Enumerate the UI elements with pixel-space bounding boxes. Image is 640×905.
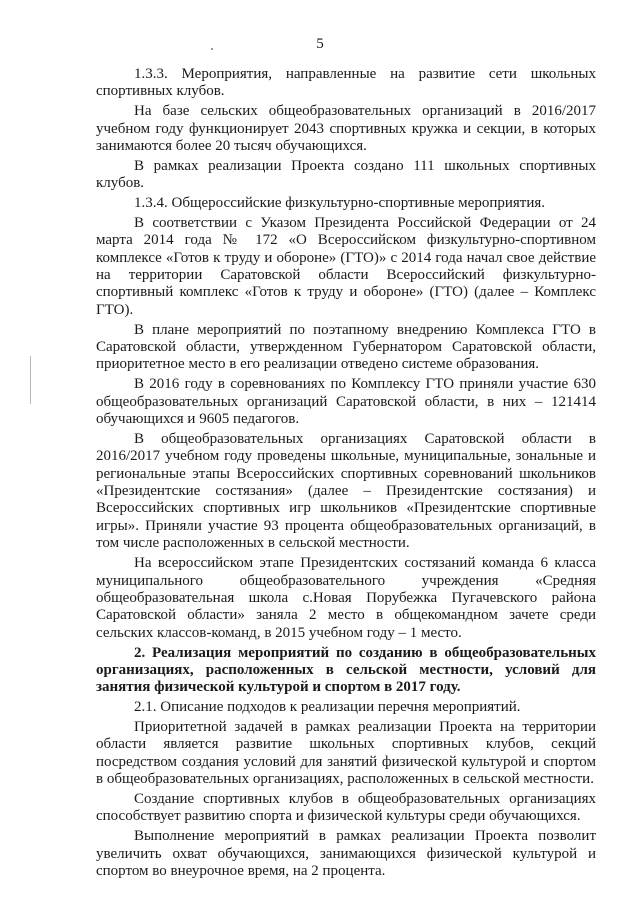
scan-margin-mark	[30, 356, 31, 404]
paragraph: На всероссийском этапе Президентских состязаний команда 6 класса муниципального общеобразовательного учреждения «Средняя общеобразовательная школа с.Новая Порубежка Пугачевского района Саратовской области» заняла 2 место в общекомандном зачете среди сельских классов-команд, в 2015 учебном году – 1 место.	[96, 555, 596, 641]
paragraph: В общеобразовательных организациях Саратовской области в 2016/2017 учебном году проведены школьные, муниципальные, зональные и региональные этапы Всероссийских спортивных соревнований школьников «Президентские состязания» (далее – Президентские состязания) и Всероссийских спортивных игр школьников «Президентские спортивные игры». Приняли участие 93 процента общеобразовательных организаций, в том числе расположенных в сельской местности.	[96, 430, 596, 552]
paragraph: Приоритетной задачей в рамках реализации Проекта на территории области является развитие школьных спортивных клубов, секций посредством создания условий для занятий физической культурой и спортом в общеобразовательных организациях, расположенных в сельской местности.	[96, 718, 596, 788]
page-number: 5	[316, 36, 324, 52]
section-heading-2: 2. Реализация мероприятий по созданию в общеобразовательных организациях, расположенных в сельской местности, условий для занятия физической культурой и спортом в 2017 году.	[96, 644, 596, 696]
section-heading-1-3-3: 1.3.3. Мероприятия, направленные на развитие сети школьных спортивных клубов.	[96, 66, 596, 100]
document-body	[96, 66, 596, 883]
paragraph: В плане мероприятий по поэтапному внедрению Комплекса ГТО в Саратовской области, утвержденном Губернатором Саратовской области, приоритетное место в его реализации отведено системе образования.	[96, 321, 596, 373]
paragraph: В 2016 году в соревнованиях по Комплексу ГТО приняли участие 630 общеобразовательных организаций Саратовской области, в них – 121414 обучающихся и 9605 педагогов.	[96, 376, 596, 428]
section-heading-1-3-4: 1.3.4. Общероссийские физкультурно-спортивные мероприятия.	[134, 195, 546, 212]
paragraph: Выполнение мероприятий в рамках реализации Проекта позволит увеличить охват обучающихся, занимающихся физической культурой и спортом во внеурочное время, на 2 процента.	[96, 828, 596, 879]
paragraph: На базе сельских общеобразовательных организаций в 2016/2017 учебном году функционирует 2043 спортивных кружка и секции, в которых занимаются более 20 тысяч обучающихся.	[96, 103, 596, 155]
scan-speck	[211, 48, 213, 50]
paragraph: В рамках реализации Проекта создано 111 школьных спортивных клубов.	[96, 157, 596, 192]
section-heading-2-1: 2.1. Описание подходов к реализации перечня мероприятий.	[134, 699, 521, 716]
paragraph: Создание спортивных клубов в общеобразовательных организациях способствует развитию спорта и физической культуры среди обучающихся.	[96, 790, 596, 825]
paragraph: В соответствии с Указом Президента Российской Федерации от 24 марта 2014 года № 172 «О Всероссийском физкультурно-спортивном комплексе «Готов к труду и обороне» (ГТО)» с 2014 года начал свое действие на территории Саратовской области Всероссийский физкультурно-спортивный комплекс «Готов к труду и обороне» (ГТО) (далее – Комплекс ГТО).	[96, 214, 596, 318]
